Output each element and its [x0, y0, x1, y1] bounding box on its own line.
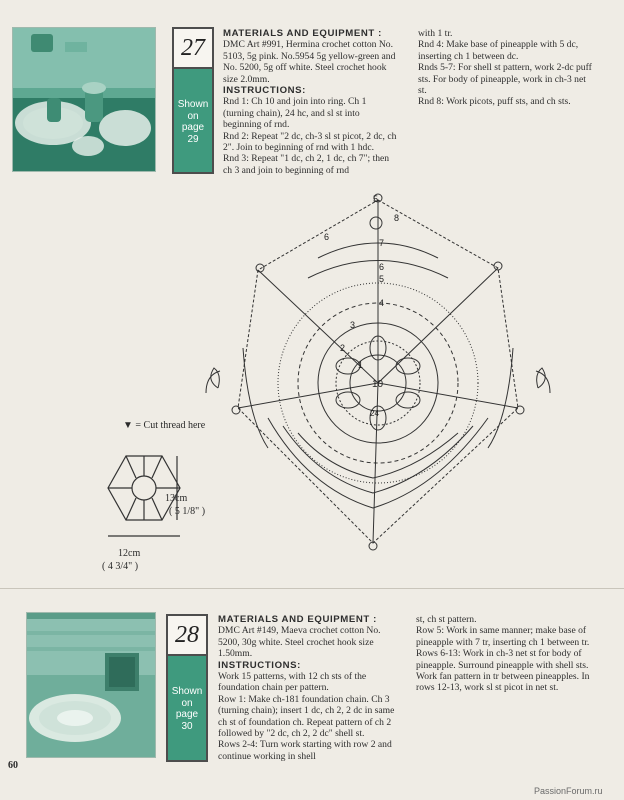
- cut-thread-icon: ▼: [123, 420, 133, 431]
- instruction-row: Row 5: Work in same manner; make base of pineapple with 7 tr, inserting ch 1 between tr.: [416, 625, 590, 648]
- instruction-row: Rows 2-4: Turn work starting with row 2 and continue working in shell: [218, 739, 392, 762]
- row-number-label: 5: [373, 194, 379, 204]
- section-divider: [0, 588, 624, 589]
- pattern-number: 28: [168, 616, 206, 656]
- cut-thread-note: ▼ = Cut thread here: [123, 420, 206, 431]
- instruction-row: Rnd 4: Make base of pineapple with 5 dc, inserting ch 1 between dc.: [418, 39, 579, 62]
- doily-photo-27: [12, 27, 156, 172]
- materials-text: DMC Art #991, Hermina crochet cotton No. 5103, 5g pink. No.5954 5g yellow-green and No. 5200, 5g off white. Steel crochet hook size 2.0mm.: [223, 39, 396, 85]
- row-number-label: 6: [324, 232, 330, 242]
- materials-heading: MATERIALS AND EQUIPMENT :: [223, 28, 382, 39]
- doily-photo-28: [26, 612, 156, 758]
- center-label: 10: [372, 379, 384, 390]
- row-number-label: 2: [340, 343, 346, 353]
- crochet-chart: [198, 188, 618, 558]
- instruction-row: with 1 tr.: [418, 28, 453, 39]
- instruction-row: st, ch st pattern.: [416, 614, 477, 625]
- row-number-label: 4: [379, 298, 385, 308]
- page-number: 60: [8, 760, 18, 771]
- row-number-label: 7: [379, 238, 385, 248]
- instructions-heading: INSTRUCTIONS:: [223, 85, 306, 97]
- instruction-row: Rnd 1: Ch 10 and join into ring. Ch 1 (turning chain), 24 hc, and sl st into beginning of rnd.: [223, 96, 367, 131]
- row-number-label: 6: [379, 262, 385, 272]
- materials-text: DMC Art #149, Maeva crochet cotton No. 5200, 30g white. Steel crochet hook size 1.50mm.: [218, 625, 381, 660]
- instruction-row: Rnd 3: Repeat "1 dc, ch 2, 1 dc, ch 7"; then ch 3 and join to beginning of rnd: [223, 153, 390, 176]
- watermark: PassionForum.ru: [534, 786, 603, 796]
- pattern-number: 27: [174, 29, 212, 69]
- pattern-number-tab-28: [166, 614, 208, 762]
- shown-on-page: Shown on page 30: [168, 656, 206, 760]
- height-inch-label: ( 5 1/8" ): [169, 506, 206, 517]
- instruction-row: Rnd 8: Work picots, puff sts, and ch sts.: [418, 96, 571, 108]
- instructions-heading: INSTRUCTIONS:: [218, 659, 301, 671]
- pattern-number-tab-27: [172, 27, 214, 174]
- instruction-row: Rows 6-13: Work in ch-3 net st for body of pineapple. Surround pineapple with shell sts. Work fan pattern in tr between pineapples. In rows 12-13, work sl st picot in net st.: [416, 648, 590, 694]
- instruction-row: Rnds 5-7: For shell st pattern, work 2-dc puff sts. For body of pineapple, work in ch-3 net st.: [418, 62, 592, 97]
- row-number-label: 8: [394, 213, 400, 223]
- width-inch-label: ( 4 3/4" ): [102, 561, 139, 572]
- instruction-row: Rnd 2: Repeat "2 dc, ch-3 sl st picot, 2 dc, ch 2". Join to beginning of rnd with 1 hdc.: [223, 130, 397, 154]
- row-number-label: 3: [350, 320, 356, 330]
- center-stitch-count: 24: [370, 409, 379, 418]
- instructions-column-1: [218, 614, 396, 762]
- height-label: 13cm: [165, 493, 188, 504]
- shown-on-page: Shown on page 29: [174, 69, 212, 172]
- instructions-column-1: [223, 28, 399, 176]
- instruction-row: Row 1: Make ch-181 foundation chain. Ch 3 (turning chain); insert 1 dc, ch 2, 2 dc in same ch st of foundation ch. Repeat pattern of ch 2 followed by "2 dc, ch 2, 2 dc" shell st.: [218, 693, 395, 740]
- instruction-row: Work 15 patterns, with 12 ch sts of the foundation chain per pattern.: [218, 671, 367, 694]
- instructions-column-2: [416, 614, 596, 694]
- size-scheme: [80, 440, 230, 580]
- materials-heading: MATERIALS AND EQUIPMENT :: [218, 614, 377, 625]
- width-label: 12cm: [118, 548, 141, 559]
- row-number-label: 5: [379, 274, 385, 284]
- instructions-column-2: [418, 28, 594, 108]
- row-number-label: 1: [358, 360, 364, 370]
